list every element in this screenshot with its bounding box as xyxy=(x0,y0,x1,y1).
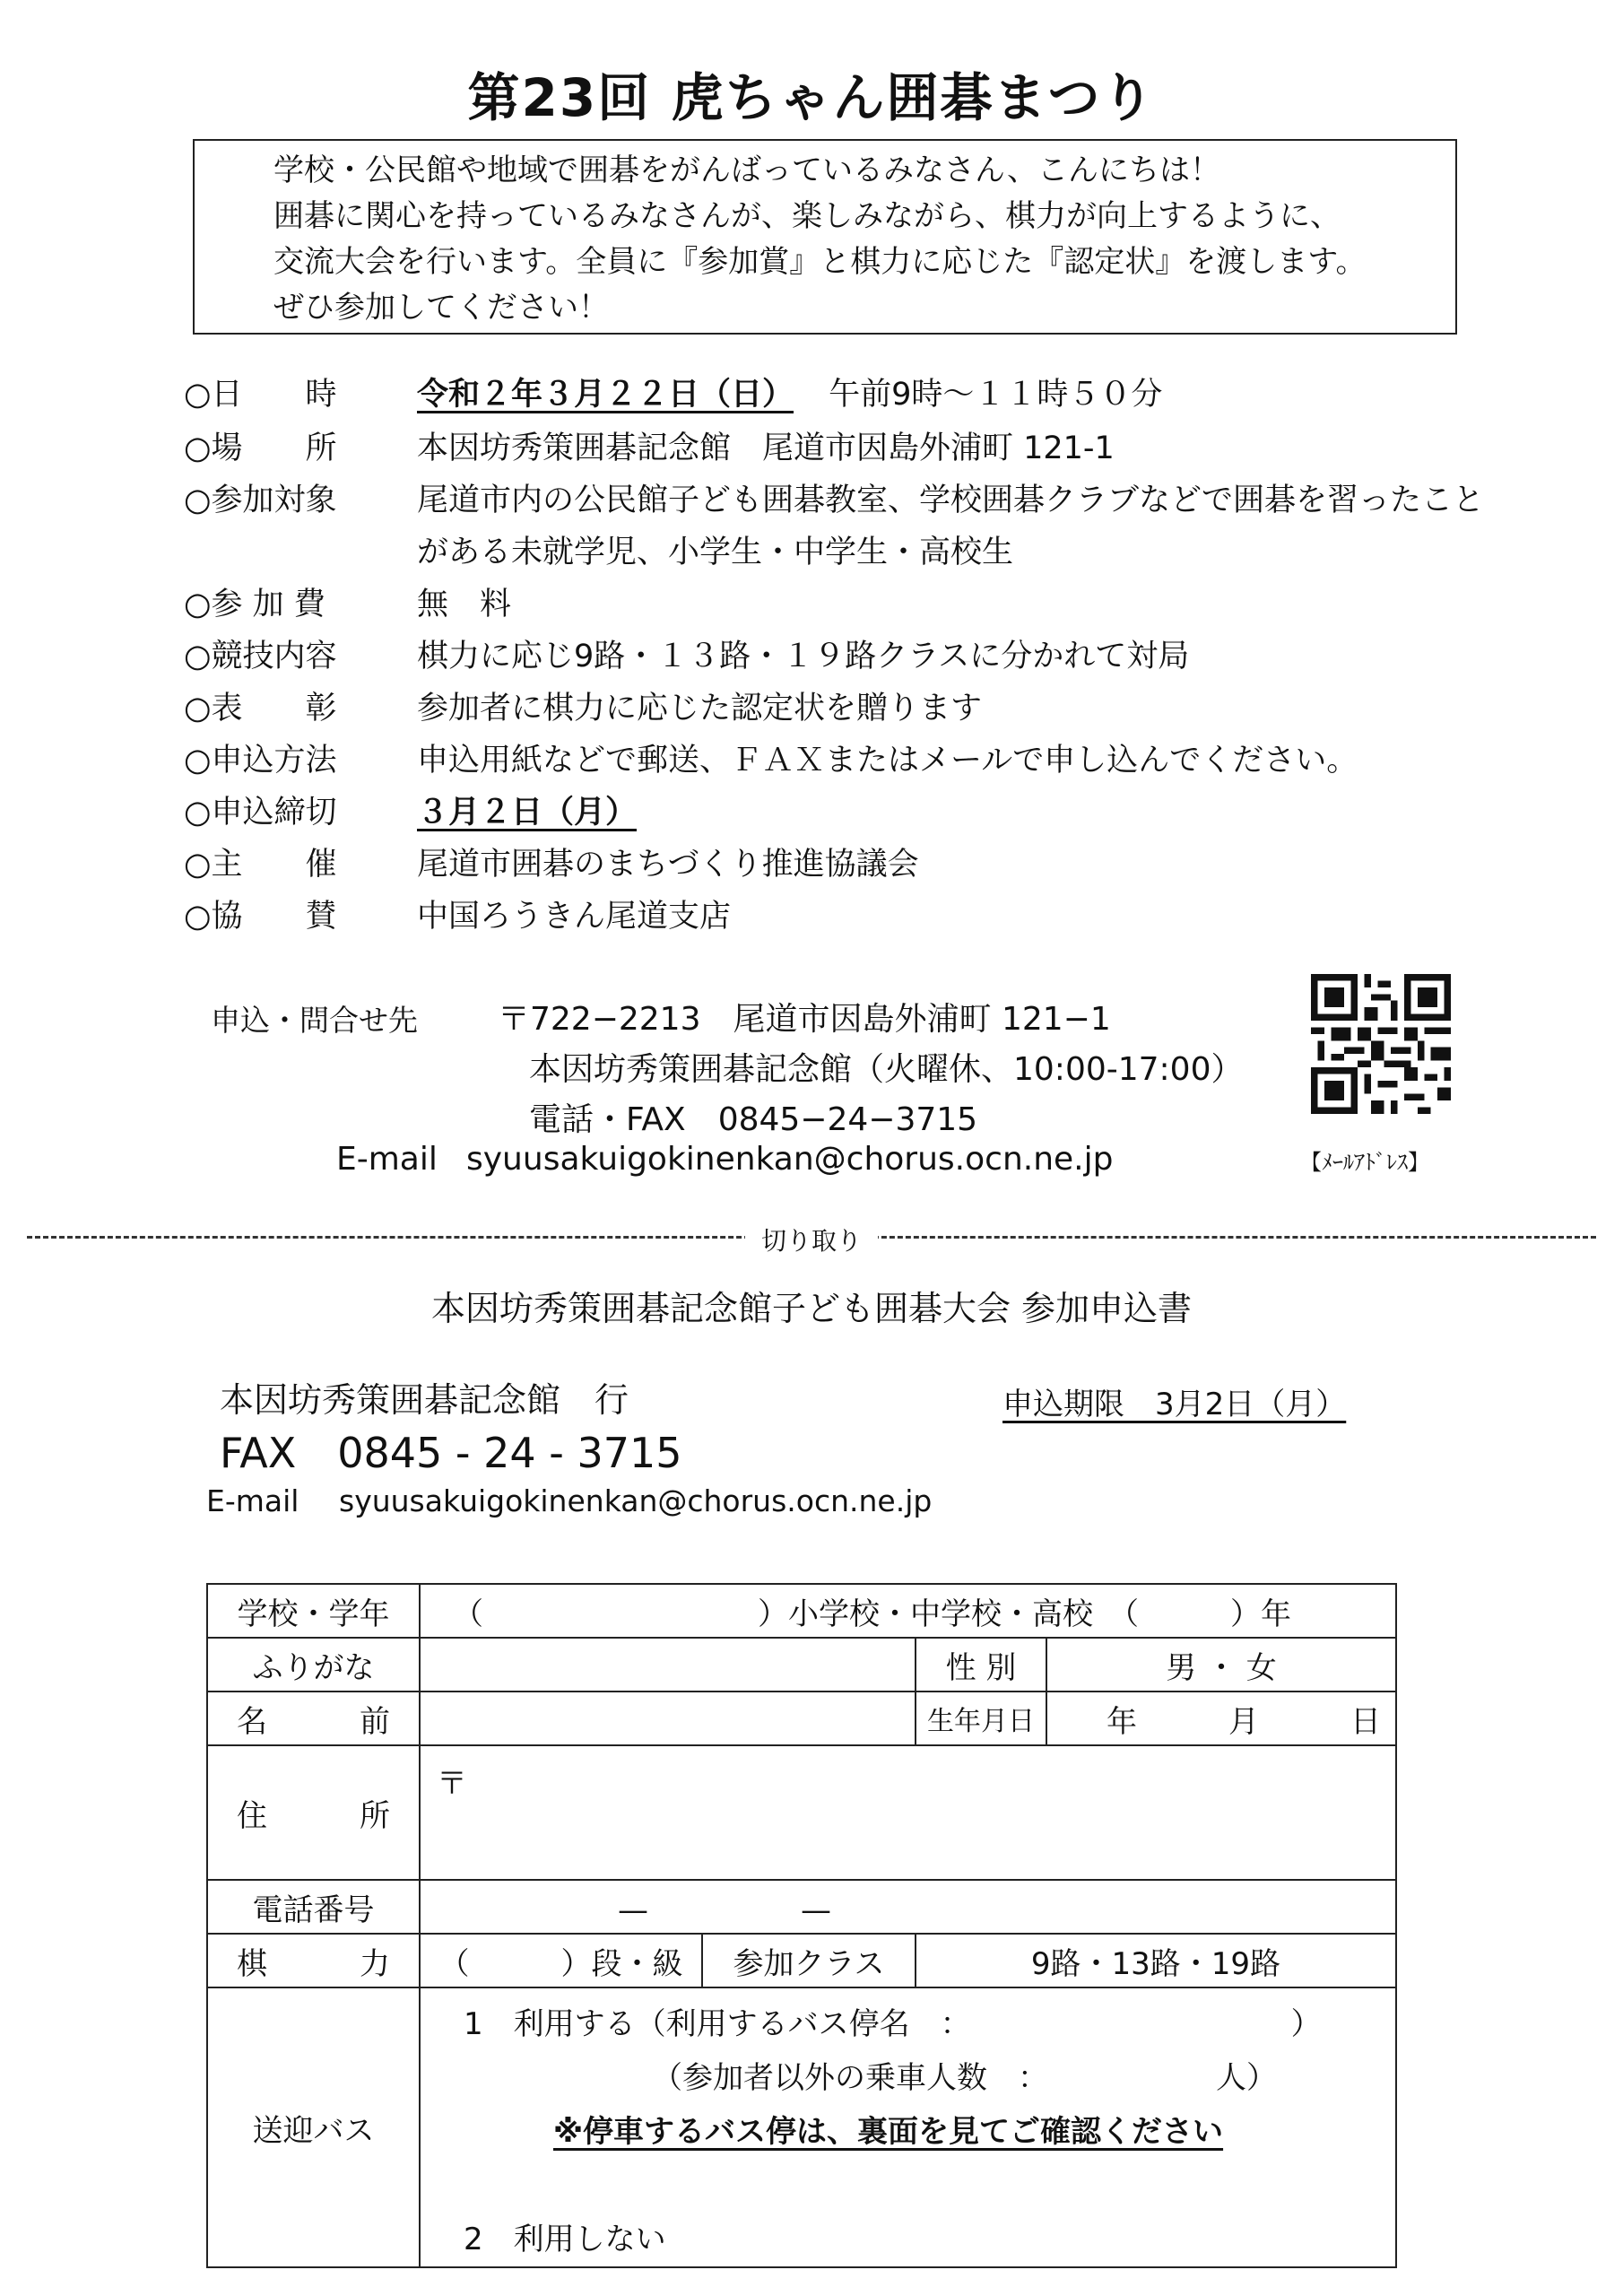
intro-line: 交流大会を行います。全員に『参加賞』と棋力に応じた『認定状』を渡します。 xyxy=(273,244,1367,280)
furigana-field[interactable] xyxy=(420,1638,916,1692)
name-label: 名 前 xyxy=(207,1692,420,1745)
form-fax: FAX 0845 - 24 - 3715 xyxy=(220,1429,682,1477)
table-row xyxy=(207,1745,1396,1880)
class-field[interactable]: 9路・13路・19路 xyxy=(916,1934,1396,1987)
info-label: ○参 加 費 xyxy=(184,587,325,622)
table-row xyxy=(207,1987,1396,2267)
address-label: 住 所 xyxy=(207,1745,420,1880)
table-row xyxy=(207,1934,1396,1987)
info-value: 中国ろうきん尾道支店 xyxy=(417,899,732,935)
form-title: 本因坊秀策囲碁記念館子ども囲碁大会 参加申込書 xyxy=(430,1289,1193,1328)
school-field[interactable]: （ ）小学校・中学校・高校 （ ）年 xyxy=(420,1584,1396,1638)
info-value: 尾道市内の公民館子ども囲碁教室、学校囲碁クラブなどで囲碁を習ったこと xyxy=(417,483,1485,518)
contact-phone: 電話・FAX 0845−24−3715 xyxy=(529,1101,978,1138)
info-datetime xyxy=(184,370,1163,414)
info-content xyxy=(184,631,1190,676)
phone-label: 電話番号 xyxy=(207,1880,420,1934)
info-label: ○競技内容 xyxy=(184,639,337,674)
birthdate-field[interactable]: 年 月 日 xyxy=(1046,1692,1396,1745)
info-value: 申込用紙などで郵送、ＦＡＸまたはメールで申し込んでください。 xyxy=(417,743,1358,778)
bus-label: 送迎バス xyxy=(207,1987,420,2267)
contact-address: 〒722−2213 尾道市因島外浦町 121−1 xyxy=(498,1001,1111,1038)
bus-note: ※停車するバス停は、裏面を見てご確認ください xyxy=(553,2114,1224,2150)
contact-email-label: E-mail xyxy=(336,1141,438,1178)
info-deadline xyxy=(184,787,638,832)
intro-line: ぜひ参加してください！ xyxy=(273,290,609,326)
info-label: ○場 所 xyxy=(184,430,337,466)
form-deadline: 申込期限 3月2日（月） xyxy=(1002,1387,1347,1422)
info-target xyxy=(184,475,1485,520)
info-label: ○申込締切 xyxy=(184,795,337,831)
bus-use-option[interactable]: 1 利用する（利用するバス停名 ： ） xyxy=(464,2006,1322,2042)
address-field[interactable]: 〒 xyxy=(420,1745,1396,1880)
name-field[interactable] xyxy=(420,1692,916,1745)
info-organizer xyxy=(184,839,919,884)
info-label: ○主 催 xyxy=(184,847,337,883)
info-value: 本因坊秀策囲碁記念館 尾道市因島外浦町 121-1 xyxy=(417,430,1115,466)
qr-code-icon[interactable] xyxy=(1311,974,1451,1114)
form-recipient: 本因坊秀策囲碁記念館 行 xyxy=(220,1380,629,1420)
info-value: 参加者に棋力に応じた認定状を贈ります xyxy=(417,691,983,726)
phone-field[interactable]: — — xyxy=(420,1880,1396,1934)
cut-label: 切り取り xyxy=(0,1222,1623,1257)
table-row xyxy=(207,1692,1396,1745)
birthdate-label: 生年月日 xyxy=(916,1692,1046,1745)
bus-no-use-option[interactable]: 2 利用しない xyxy=(464,2222,666,2257)
info-sponsor xyxy=(184,891,732,936)
table-row xyxy=(207,1584,1396,1638)
info-label: ○参加対象 xyxy=(184,483,337,518)
info-target-cont xyxy=(184,527,1014,570)
info-value: ３月２日（月） xyxy=(417,795,638,831)
form-email-label: E-mail xyxy=(206,1483,299,1518)
contact-email[interactable]: syuusakuigokinenkan@chorus.ocn.ne.jp xyxy=(466,1141,1114,1178)
info-label: ○表 彰 xyxy=(184,691,337,726)
bus-field xyxy=(420,1987,1396,2267)
application-table xyxy=(206,1583,1397,2268)
info-label: ○日 時 xyxy=(184,377,337,413)
table-row xyxy=(207,1880,1396,1934)
contact-facility: 本因坊秀策囲碁記念館（火曜休、10:00-17:00） xyxy=(529,1051,1244,1088)
info-value: 尾道市囲碁のまちづくり推進協議会 xyxy=(417,847,919,883)
strength-field[interactable]: （ ）段・級 xyxy=(420,1934,702,1987)
event-time: 午前9時～１１時５０分 xyxy=(829,377,1163,413)
table-row xyxy=(207,1638,1396,1692)
page-title: 第23回 虎ちゃん囲碁まつり xyxy=(467,67,1156,128)
school-label: 学校・学年 xyxy=(207,1584,420,1638)
info-value: がある未就学児、小学生・中学生・高校生 xyxy=(417,535,1014,570)
intro-box xyxy=(193,139,1457,335)
intro-line: 学校・公民館や地域で囲碁をがんばっているみなさん、こんにちは！ xyxy=(273,152,1221,188)
strength-label: 棋 力 xyxy=(207,1934,420,1987)
info-award xyxy=(184,683,983,728)
info-method xyxy=(184,735,1358,780)
event-date: 令和２年３月２２日（日） xyxy=(417,377,794,413)
bus-extra-passengers[interactable]: （参加者以外の乗車人数 ： 人） xyxy=(652,2060,1277,2096)
info-value: 棋力に応じ9路・１３路・１９路クラスに分かれて対局 xyxy=(417,639,1190,674)
info-venue xyxy=(184,423,1115,468)
info-label: ○申込方法 xyxy=(184,743,337,778)
info-value: 無 料 xyxy=(417,587,512,622)
class-label: 参加クラス xyxy=(702,1934,916,1987)
info-fee xyxy=(184,579,512,624)
intro-line: 囲碁に関心を持っているみなさんが、楽しみながら、棋力が向上するように、 xyxy=(273,198,1341,234)
contact-label: 申込・問合せ先 xyxy=(211,1003,418,1038)
gender-label: 性 別 xyxy=(916,1638,1046,1692)
info-label: ○協 賛 xyxy=(184,899,337,935)
qr-caption: 【ﾒｰﾙｱﾄﾞﾚｽ】 xyxy=(1300,1150,1429,1175)
gender-field[interactable]: 男 ・ 女 xyxy=(1046,1638,1396,1692)
form-email[interactable]: syuusakuigokinenkan@chorus.ocn.ne.jp xyxy=(339,1483,933,1518)
furigana-label: ふりがな xyxy=(207,1638,420,1692)
